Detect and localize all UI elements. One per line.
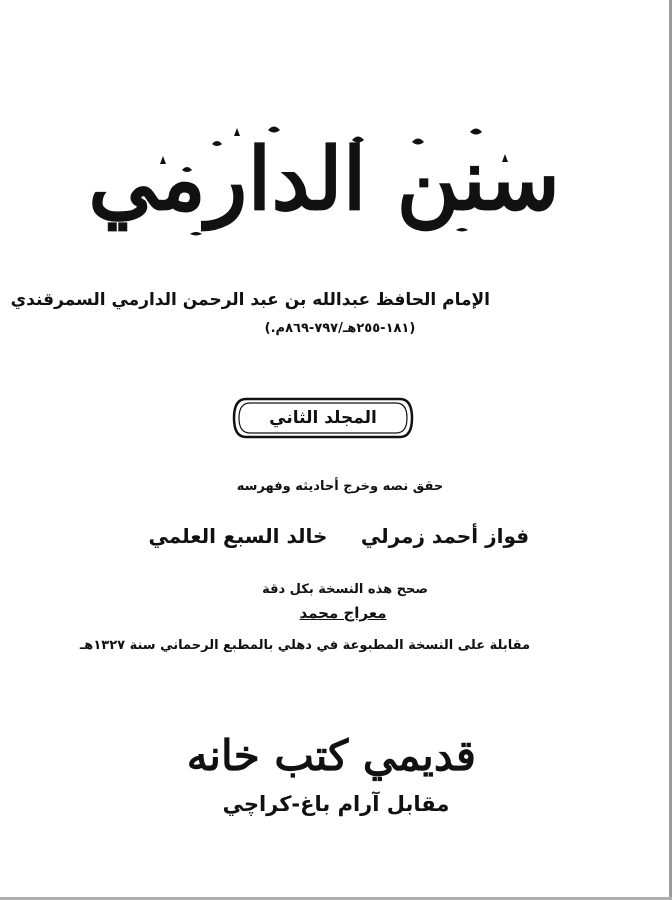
collation-note: مقابلة على النسخة المطبوعة في دهلي بالمطبع الرحماني سنة ١٣٢٧هـ	[79, 638, 530, 653]
author-name: الإمام الحافظ عبدالله بن عبد الرحمن الدارمي السمرقندي	[10, 290, 490, 310]
publisher-name: قديمي كتب خانه	[186, 731, 476, 780]
corrector-name: معراج محمد	[299, 604, 387, 622]
book-title: سنن الدارمي	[88, 129, 560, 230]
publisher-address: مقابل آرام باغ-كراچي	[222, 792, 450, 816]
editor-2: خالد السبع العلمي	[148, 524, 328, 548]
volume-cartouche	[232, 397, 414, 439]
editor-1: فواز أحمد زمرلي	[360, 524, 530, 548]
edited-by-label: حقق نصه وخرج أحاديثه وفهرسه	[236, 479, 444, 494]
corrected-by-label: صحح هذه النسخة بكل دقة	[262, 582, 428, 597]
author-dates: (١٨١-٢٥٥هـ/٧٩٧-٨٦٩م.)	[264, 321, 416, 336]
volume-label: المجلد الثاني	[269, 408, 377, 428]
